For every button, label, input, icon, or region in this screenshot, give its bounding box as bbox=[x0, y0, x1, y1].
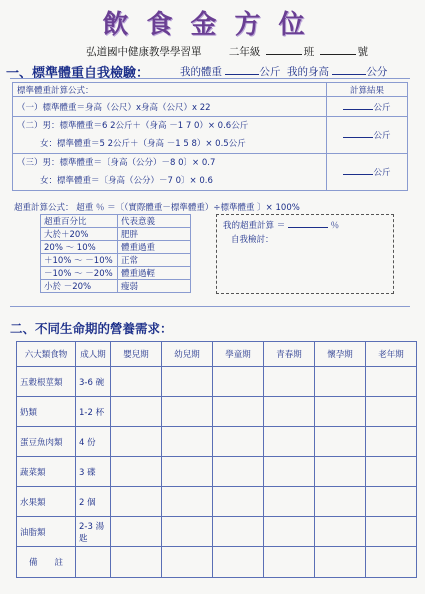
answer-cell[interactable] bbox=[111, 367, 162, 397]
answer-cell[interactable] bbox=[366, 547, 417, 578]
answer-cell[interactable] bbox=[111, 397, 162, 427]
answer-cell[interactable] bbox=[366, 487, 417, 517]
food-group-cell: 油脂類 bbox=[17, 517, 76, 547]
result-header: 計算結果 bbox=[327, 83, 408, 97]
nutrition-header-row bbox=[17, 342, 417, 367]
percent-sign: ％ bbox=[330, 221, 340, 231]
answer-cell[interactable] bbox=[264, 367, 315, 397]
my-overweight-label: 我的超重計算 ＝ bbox=[223, 221, 286, 231]
answer-cell[interactable] bbox=[111, 517, 162, 547]
formula-row3-female: 女：標準體重＝〔身高（公分）－7 0〕× 0.6 bbox=[40, 176, 213, 186]
class-label: 班 bbox=[303, 46, 315, 58]
overweight-formula: 超重計算公式： 超重 ％ ＝〔（實際體重－標準體重）÷標準體重 〕× 100% bbox=[14, 203, 300, 213]
my-weight-blank[interactable] bbox=[225, 65, 259, 75]
answer-cell[interactable] bbox=[213, 367, 264, 397]
col-header: 六大類食物 bbox=[17, 342, 76, 367]
adult-serving-cell bbox=[76, 547, 111, 578]
answer-cell[interactable] bbox=[162, 427, 213, 457]
ratio-meaning: 體重過輕 bbox=[118, 267, 191, 280]
answer-cell[interactable] bbox=[366, 457, 417, 487]
answer-cell[interactable] bbox=[162, 547, 213, 578]
result-unit: 公斤 bbox=[373, 131, 391, 141]
answer-cell[interactable] bbox=[315, 487, 366, 517]
answer-cell[interactable] bbox=[264, 457, 315, 487]
section1-fields bbox=[180, 64, 387, 79]
answer-cell[interactable] bbox=[264, 397, 315, 427]
result-unit: 公斤 bbox=[373, 102, 391, 113]
school-name: 弘道國中健康教學學習單 bbox=[86, 46, 202, 58]
answer-cell[interactable] bbox=[366, 397, 417, 427]
ratio-percent: ＋10% ～ －10% bbox=[41, 254, 118, 267]
result-blank bbox=[343, 101, 373, 110]
col-header: 懷孕期 bbox=[315, 342, 366, 367]
result-unit: 公斤 bbox=[373, 168, 391, 178]
result-blank bbox=[343, 166, 373, 175]
ratio-percent: －10% ～ －20% bbox=[41, 267, 118, 280]
adult-serving-cell: 4 份 bbox=[76, 427, 111, 457]
my-height-label: 我的身高 bbox=[287, 66, 330, 78]
answer-cell[interactable] bbox=[213, 547, 264, 578]
formula-row3 bbox=[13, 154, 327, 191]
answer-cell[interactable] bbox=[162, 397, 213, 427]
answer-cell[interactable] bbox=[162, 487, 213, 517]
nutrition-row bbox=[17, 367, 417, 397]
formula-row3-male: （三）男：標準體重＝〔身高（公分）－8 0〕× 0.7 bbox=[17, 158, 216, 168]
answer-cell[interactable] bbox=[162, 517, 213, 547]
answer-cell[interactable] bbox=[111, 547, 162, 578]
number-label: 號 bbox=[357, 46, 369, 58]
ratio-percent: 20% ～ 10% bbox=[41, 241, 118, 254]
answer-cell[interactable] bbox=[315, 517, 366, 547]
answer-cell[interactable] bbox=[213, 457, 264, 487]
answer-cell[interactable] bbox=[264, 427, 315, 457]
section1-heading: 一、標準體重自我檢驗： bbox=[6, 66, 150, 81]
height-unit: 公分 bbox=[366, 66, 388, 78]
overweight-ratio-table bbox=[40, 214, 191, 293]
ratio-percent: 大於＋20% bbox=[41, 228, 118, 241]
answer-cell[interactable] bbox=[315, 367, 366, 397]
answer-cell[interactable] bbox=[111, 487, 162, 517]
answer-cell[interactable] bbox=[315, 427, 366, 457]
answer-cell[interactable] bbox=[213, 427, 264, 457]
nutrition-row bbox=[17, 397, 417, 427]
number-blank[interactable] bbox=[320, 45, 356, 55]
result-row2[interactable] bbox=[327, 117, 408, 154]
col-header: 幼兒期 bbox=[162, 342, 213, 367]
ratio-percent: 小於 －20% bbox=[41, 280, 118, 293]
class-blank[interactable] bbox=[266, 45, 302, 55]
formula-row2-male: （二）男：標準體重＝6 2公斤＋（身高 －1 7 0）× 0.6公斤 bbox=[17, 121, 249, 131]
answer-cell[interactable] bbox=[315, 457, 366, 487]
adult-serving-cell: 2 個 bbox=[76, 487, 111, 517]
worksheet-subtitle bbox=[86, 44, 370, 59]
answer-cell[interactable] bbox=[264, 487, 315, 517]
food-group-cell: 奶類 bbox=[17, 397, 76, 427]
answer-cell[interactable] bbox=[366, 427, 417, 457]
ratio-meaning: 正常 bbox=[118, 254, 191, 267]
formula-header: 標準體重計算公式： bbox=[13, 83, 327, 97]
food-group-cell: 備 註 bbox=[17, 547, 76, 578]
nutrition-row bbox=[17, 457, 417, 487]
nutrition-row bbox=[17, 547, 417, 578]
formula-row2 bbox=[13, 117, 327, 154]
nutrition-table bbox=[16, 341, 417, 578]
ratio-meaning: 體重過重 bbox=[118, 241, 191, 254]
weight-unit: 公斤 bbox=[259, 66, 281, 78]
answer-cell[interactable] bbox=[366, 517, 417, 547]
adult-serving-cell: 1-2 杯 bbox=[76, 397, 111, 427]
formula-row1: （一）標準體重＝身高（公尺）x身高（公尺）x 22 bbox=[13, 97, 327, 117]
food-group-cell: 水果類 bbox=[17, 487, 76, 517]
grade-label: 二年級 bbox=[228, 46, 261, 58]
adult-serving-cell: 3 碟 bbox=[76, 457, 111, 487]
col-header: 學童期 bbox=[213, 342, 264, 367]
adult-serving-cell: 2-3 湯匙 bbox=[76, 517, 111, 547]
answer-cell[interactable] bbox=[213, 487, 264, 517]
answer-cell[interactable] bbox=[366, 367, 417, 397]
answer-cell[interactable] bbox=[315, 547, 366, 578]
answer-cell[interactable] bbox=[213, 397, 264, 427]
page-title: 飲食金方位 bbox=[102, 10, 323, 40]
self-check-box[interactable] bbox=[216, 214, 394, 294]
col-header: 成人期 bbox=[76, 342, 111, 367]
section1-divider bbox=[10, 78, 410, 79]
result-blank bbox=[343, 129, 373, 138]
food-group-cell: 蔬菜類 bbox=[17, 457, 76, 487]
formula-table bbox=[12, 82, 408, 191]
ratio-meaning: 肥胖 bbox=[118, 228, 191, 241]
answer-cell[interactable] bbox=[111, 457, 162, 487]
food-group-cell: 蛋豆魚肉類 bbox=[17, 427, 76, 457]
answer-cell[interactable] bbox=[264, 547, 315, 578]
result-row3[interactable] bbox=[327, 154, 408, 191]
self-review-label: 自我檢討： bbox=[231, 235, 274, 245]
ratio-header-meaning: 代表意義 bbox=[118, 215, 191, 228]
section2-heading: 二、不同生命期的營養需求： bbox=[10, 321, 173, 336]
my-weight-label: 我的體重 bbox=[180, 66, 222, 78]
adult-serving-cell: 3-6 碗 bbox=[76, 367, 111, 397]
col-header: 嬰兒期 bbox=[111, 342, 162, 367]
col-header: 青春期 bbox=[264, 342, 315, 367]
answer-cell[interactable] bbox=[111, 427, 162, 457]
answer-cell[interactable] bbox=[264, 517, 315, 547]
my-overweight-blank[interactable] bbox=[288, 219, 328, 228]
section-divider bbox=[10, 306, 410, 307]
nutrition-row bbox=[17, 517, 417, 547]
nutrition-row bbox=[17, 427, 417, 457]
answer-cell[interactable] bbox=[315, 397, 366, 427]
ratio-meaning: 瘦弱 bbox=[118, 280, 191, 293]
ratio-header-percent: 超重百分比 bbox=[41, 215, 118, 228]
formula-row2-female: 女：標準體重＝5 2公斤＋（身高 －1 5 8）× 0.5公斤 bbox=[40, 139, 246, 149]
result-row1[interactable] bbox=[327, 97, 408, 117]
nutrition-row bbox=[17, 487, 417, 517]
answer-cell[interactable] bbox=[213, 517, 264, 547]
col-header: 老年期 bbox=[366, 342, 417, 367]
answer-cell[interactable] bbox=[162, 367, 213, 397]
food-group-cell: 五穀根莖類 bbox=[17, 367, 76, 397]
my-height-blank[interactable] bbox=[332, 65, 366, 75]
answer-cell[interactable] bbox=[162, 457, 213, 487]
